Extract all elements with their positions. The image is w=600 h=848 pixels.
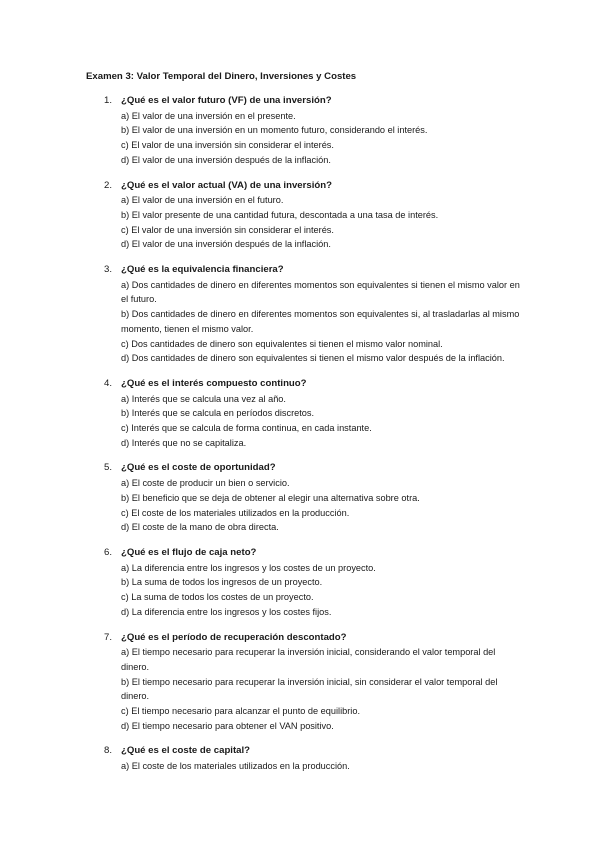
option-b: b) La suma de todos los ingresos de un proyecto.	[121, 577, 323, 588]
option-d: d) La diferencia entre los ingresos y los costes fijos.	[121, 606, 332, 617]
option-list	[121, 561, 521, 620]
option-b: b) Interés que se calcula en períodos discretos.	[121, 408, 315, 419]
option-a: a) La diferencia entre los ingresos y los costes de un proyecto.	[121, 562, 376, 573]
question-number: 7.	[104, 631, 113, 643]
question-number: 8.	[104, 745, 113, 757]
option-list	[121, 759, 521, 774]
option-d: d) El tiempo necesario para obtener el VAN positivo.	[121, 720, 334, 731]
option-b: b) El tiempo necesario para recuperar la inversión inicial, sin considerar el valor temporal del dinero.	[121, 676, 498, 702]
option-c: c) El valor de una inversión sin considerar el interés.	[121, 224, 334, 235]
question-text: ¿Qué es el período de recuperación descontado?	[121, 631, 347, 643]
option-b: b) El beneficio que se deja de obtener al elegir una alternativa sobre otra.	[121, 492, 420, 503]
option-list	[121, 193, 521, 252]
option-list	[121, 392, 521, 451]
option-a: a) El coste de producir un bien o servicio.	[121, 478, 290, 489]
question-2	[0, 179, 600, 253]
option-c: c) El tiempo necesario para alcanzar el punto de equilibrio.	[121, 706, 361, 717]
option-c: c) Interés que se calcula de forma continua, en cada instante.	[121, 423, 372, 434]
option-c: c) Dos cantidades de dinero son equivalentes si tienen el mismo valor nominal.	[121, 338, 443, 349]
option-c: c) La suma de todos los costes de un proyecto.	[121, 592, 314, 603]
option-d: d) Dos cantidades de dinero son equivalentes si tienen el mismo valor después de la inflación.	[121, 353, 505, 364]
option-d: d) Interés que no se capitaliza.	[121, 437, 247, 448]
option-c: c) El valor de una inversión sin considerar el interés.	[121, 140, 334, 151]
question-text: ¿Qué es el coste de oportunidad?	[121, 462, 276, 474]
question-8	[0, 744, 600, 773]
question-text: ¿Qué es el valor futuro (VF) de una inversión?	[121, 95, 332, 106]
question-number: 5.	[104, 462, 113, 474]
option-a: a) El valor de una inversión en el presente.	[121, 110, 296, 121]
option-d: d) El valor de una inversión después de la inflación.	[121, 154, 331, 165]
question-6	[0, 546, 600, 620]
option-d: d) El coste de la mano de obra directa.	[121, 522, 279, 533]
option-list	[121, 278, 521, 366]
option-a: a) El valor de una inversión en el futuro.	[121, 195, 284, 206]
question-1	[0, 94, 600, 168]
question-number: 4.	[104, 377, 113, 389]
question-number: 3.	[104, 264, 113, 276]
question-number: 6.	[104, 546, 113, 558]
question-5	[0, 461, 600, 535]
option-b: b) Dos cantidades de dinero en diferentes momentos son equivalentes si, al trasladarlas al mismo momento, tienen el mismo valor.	[121, 309, 520, 334]
option-list	[121, 476, 521, 535]
question-number: 2.	[104, 179, 113, 191]
question-7	[0, 631, 600, 734]
option-a: a) Interés que se calcula una vez al año.	[121, 393, 286, 404]
option-a: a) El tiempo necesario para recuperar la inversión inicial, considerando el valor temporal del dinero.	[121, 647, 496, 672]
question-text: ¿Qué es el flujo de caja neto?	[121, 546, 257, 558]
option-a: a) El coste de los materiales utilizados en la producción.	[121, 761, 350, 772]
question-3	[0, 263, 600, 366]
option-b: b) El valor presente de una cantidad futura, descontada a una tasa de interés.	[121, 209, 439, 220]
exam-title: Examen 3: Valor Temporal del Dinero, Inversiones y Costes	[86, 71, 357, 82]
question-number: 1.	[104, 95, 113, 106]
option-list	[121, 109, 521, 168]
question-text: ¿Qué es el interés compuesto continuo?	[121, 377, 307, 389]
option-list	[121, 645, 521, 733]
question-text: ¿Qué es el valor actual (VA) de una inversión?	[121, 179, 332, 191]
option-d: d) El valor de una inversión después de la inflación.	[121, 239, 331, 250]
option-b: b) El valor de una inversión en un momento futuro, considerando el interés.	[121, 125, 428, 136]
question-text: ¿Qué es la equivalencia financiera?	[121, 264, 284, 276]
question-list	[0, 94, 600, 785]
option-c: c) El coste de los materiales utilizados en la producción.	[121, 507, 350, 518]
question-text: ¿Qué es el coste de capital?	[121, 745, 251, 757]
option-a: a) Dos cantidades de dinero en diferentes momentos son equivalentes si tienen el mismo valor en el futuro.	[121, 279, 520, 305]
question-4	[0, 377, 600, 451]
